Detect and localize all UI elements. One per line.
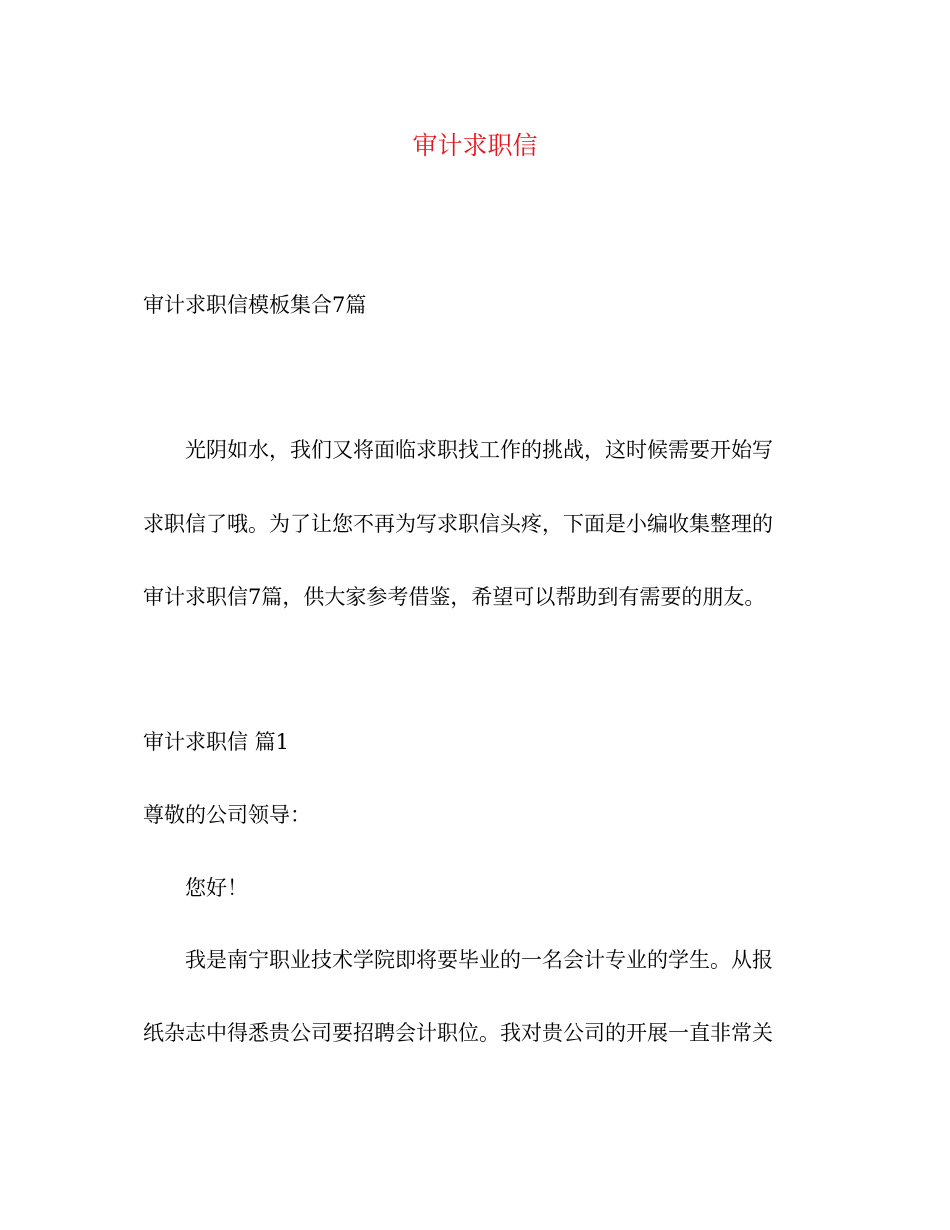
document-subtitle: 审计求职信模板集合7篇 bbox=[143, 293, 367, 317]
intro-line-1: 光阴如水，我们又将面临求职找工作的挑战，这时候需要开始写 bbox=[185, 438, 773, 462]
document-title: 审计求职信 bbox=[412, 131, 538, 160]
section-heading: 审计求职信 篇1 bbox=[143, 730, 290, 754]
body-line-1: 我是南宁职业技术学院即将要毕业的一名会计专业的学生。从报 bbox=[185, 948, 773, 972]
greeting: 您好！ bbox=[185, 876, 248, 900]
salutation: 尊敬的公司领导： bbox=[143, 803, 311, 827]
intro-line-2: 求职信了哦。为了让您不再为写求职信头疼，下面是小编收集整理的 bbox=[143, 512, 773, 536]
body-line-2: 纸杂志中得悉贵公司要招聘会计职位。我对贵公司的开展一直非常关 bbox=[143, 1021, 773, 1045]
intro-line-3: 审计求职信7篇，供大家参考借鉴，希望可以帮助到有需要的朋友。 bbox=[143, 585, 766, 609]
